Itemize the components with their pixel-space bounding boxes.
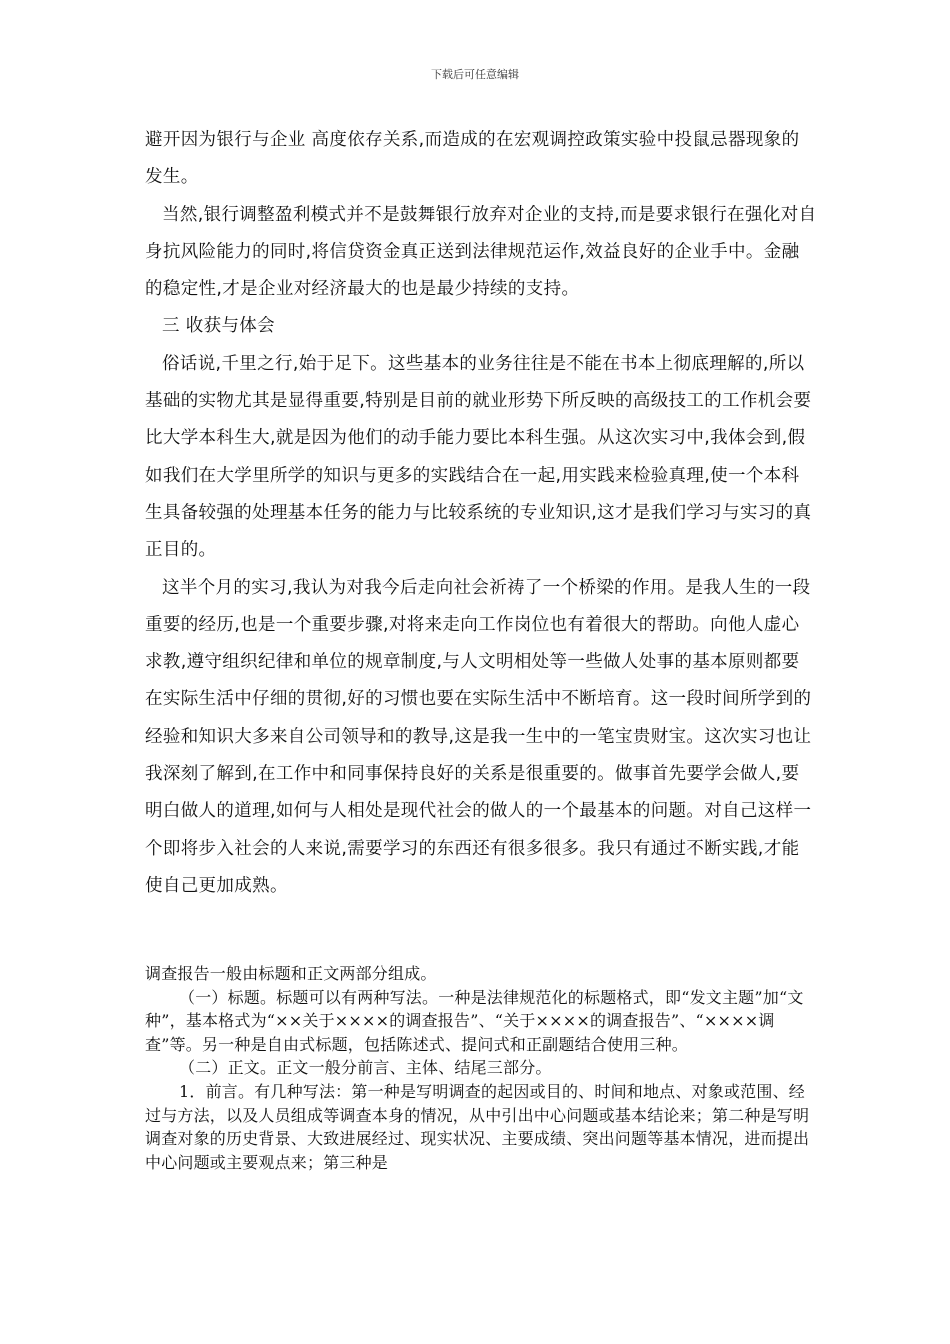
preface-rules-paragraph: 1．前言。有几种写法：第一种是写明调查的起因或目的、时间和地点、对象或范围、经过与方法，以及人员组成等调查本身的情况，从中引出中心问题或基本结论来；第二种是写明调查对象的历史背景、大致进展经过、现实状况、主要成绩、突出问题等基本情况，进而提出中心问题或主要观点来；第三种是 <box>145 1081 810 1172</box>
section-heading: 三 收获与体会 <box>162 316 276 337</box>
body-rules-paragraph: （二）正文。正文一般分前言、主体、结尾三部分。 <box>179 1058 552 1078</box>
title-rules-paragraph: （一）标题。标题可以有两种写法。一种是法律规范化的标题格式，即“发文主题”加“文种”，基本格式为“××关于××××的调查报告”、“关于××××的调查报告”、“××××调查”等。另一种是自由式标题，包括陈述式、提问式和正副题结合使用三种。 <box>145 987 804 1054</box>
internship-report-section <box>145 122 817 905</box>
page-header: 下载后可任意编辑 <box>431 68 519 81</box>
body-paragraph: 避开因为银行与企业 高度依存关系,而造成的在宏观调控政策实验中投鼠忌器现象的发生。 <box>145 130 800 188</box>
body-paragraph: 这半个月的实习,我认为对我今后走向社会祈祷了一个桥梁的作用。是我人生的一段重要的经历,也是一个重要步骤,对将来走向工作岗位也有着很大的帮助。向他人虚心求教,遵守组织纪律和单位的规章制度,与人文明相处等一些做人处事的基本原则都要在实际生活中仔细的贯彻,好的习惯也要在实际生活中不断培育。这一段时间所学到的经验和知识大多来自公司领导和的教导,这是我一生中的一笔宝贵财宝。这次实习也让我深刻了解到,在工作中和同事保持良好的关系是很重要的。做事首先要学会做人,要明白做人的道理,如何与人相处是现代社会的做人的一个最基本的问题。对自己这样一个即将步入社会的人来说,需要学习的东西还有很多很多。我只有通过不断实践,才能使自己更加成熟。 <box>145 577 812 896</box>
intro-paragraph: 调查报告一般由标题和正文两部分组成。 <box>145 964 437 983</box>
survey-report-guide-section <box>145 962 815 1174</box>
body-paragraph: 当然,银行调整盈利模式并不是鼓舞银行放弃对企业的支持,而是要求银行在强化对自身抗风险能力的同时,将信贷资金真正送到法律规范运作,效益良好的企业手中。金融的稳定性,才是企业对经济最大的也是最少持续的支持。 <box>145 204 817 300</box>
body-paragraph: 俗话说,千里之行,始于足下。这些基本的业务往往是不能在书本上彻底理解的,所以基础的实物尤其是显得重要,特别是目前的就业形势下所反映的高级技工的工作机会要比大学本科生大,就是因为他们的动手能力要比本科生强。从这次实习中,我体会到,假如我们在大学里所学的知识与更多的实践结合在一起,用实践来检验真理,使一个本科生具备较强的处理基本任务的能力与比较系统的专业知识,这才是我们学习与实习的真正目的。 <box>145 353 812 561</box>
